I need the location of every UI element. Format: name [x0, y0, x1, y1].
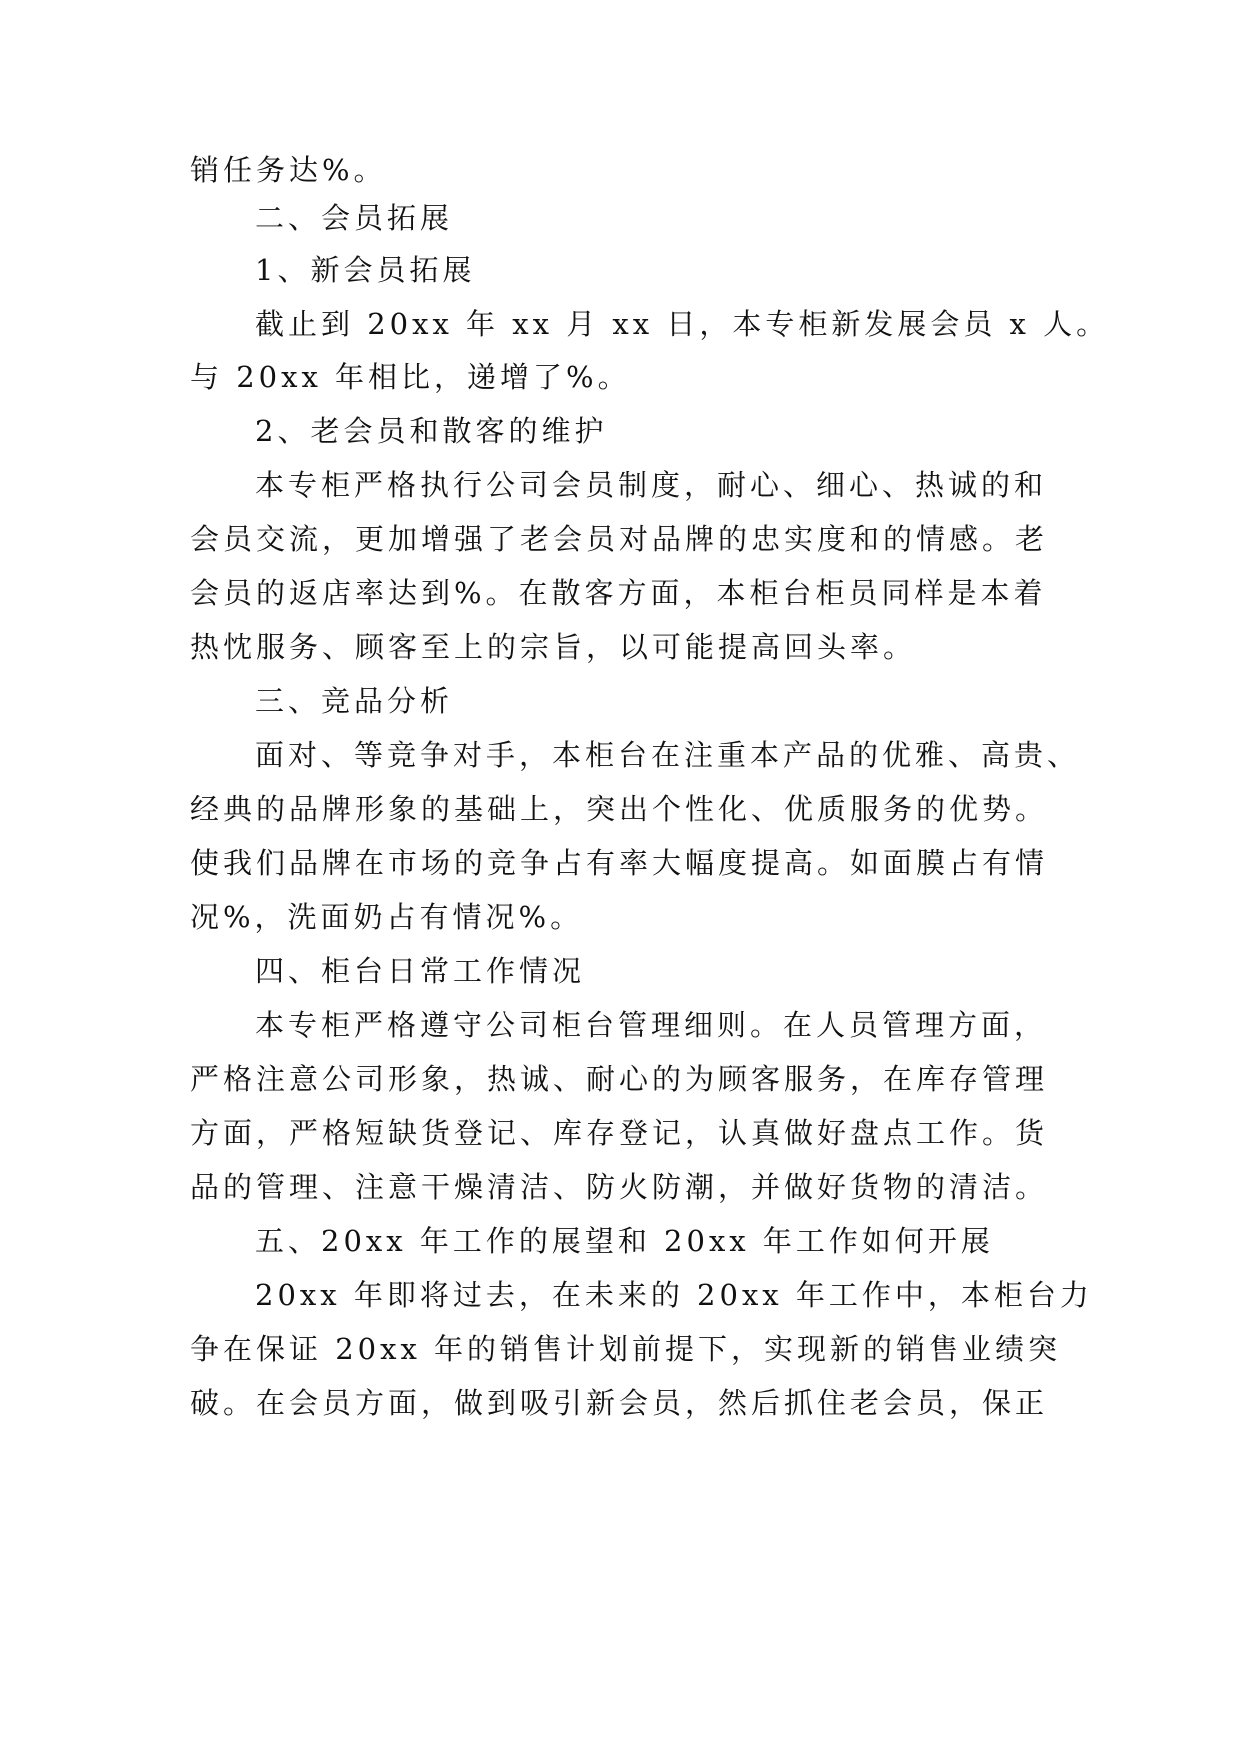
text-line: 本专柜严格执行公司会员制度，耐心、细心、热诚的和 — [255, 468, 1048, 502]
text-line: 破。在会员方面，做到吸引新会员，然后抓住老会员，保正 — [190, 1386, 1049, 1420]
section-heading: 四、柜台日常工作情况 — [255, 954, 586, 988]
text-line: 与 20xx 年相比，递增了%。 — [190, 360, 631, 394]
text-line: 经典的品牌形象的基础上，突出个性化、优质服务的优势。 — [190, 792, 1049, 826]
text-line: 品的管理、注意干燥清洁、防火防潮，并做好货物的清洁。 — [190, 1170, 1049, 1204]
section-heading: 五、20xx 年工作的展望和 20xx 年工作如何开展 — [255, 1224, 994, 1258]
text-line: 面对、等竞争对手，本柜台在注重本产品的优雅、高贵、 — [255, 738, 1081, 772]
text-line: 方面，严格短缺货登记、库存登记，认真做好盘点工作。货 — [190, 1116, 1049, 1150]
subsection-heading: 2、老会员和散客的维护 — [255, 414, 608, 448]
text-line: 本专柜严格遵守公司柜台管理细则。在人员管理方面， — [255, 1008, 1048, 1042]
text-line: 使我们品牌在市场的竞争占有率大幅度提高。如面膜占有情 — [190, 846, 1049, 880]
section-heading: 二、会员拓展 — [255, 201, 454, 235]
section-heading: 三、竞品分析 — [255, 684, 454, 718]
text-line: 严格注意公司形象，热诚、耐心的为顾客服务，在库存管理 — [190, 1062, 1049, 1096]
text-line: 销任务达%。 — [190, 153, 387, 187]
text-line: 会员交流，更加增强了老会员对品牌的忠实度和的情感。老 — [190, 522, 1049, 556]
text-line: 会员的返店率达到%。在散客方面，本柜台柜员同样是本着 — [190, 576, 1047, 610]
text-line: 截止到 20xx 年 xx 月 xx 日，本专柜新发展会员 x 人。 — [255, 307, 1110, 341]
text-line: 争在保证 20xx 年的销售计划前提下，实现新的销售业绩突 — [190, 1332, 1062, 1366]
text-line: 20xx 年即将过去，在未来的 20xx 年工作中，本柜台力 — [255, 1278, 1093, 1312]
text-line: 况%，洗面奶占有情况%。 — [190, 900, 584, 934]
text-line: 热忱服务、顾客至上的宗旨，以可能提高回头率。 — [190, 630, 917, 664]
subsection-heading: 1、新会员拓展 — [255, 253, 476, 287]
